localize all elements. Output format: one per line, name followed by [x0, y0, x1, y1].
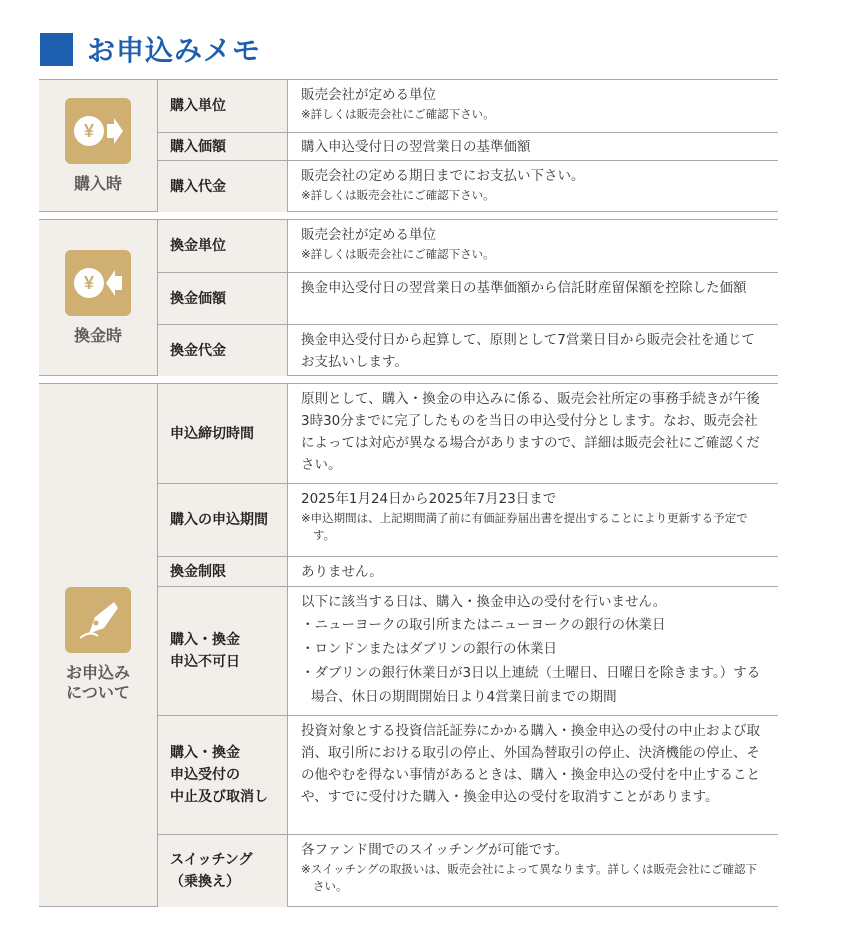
row-value: [289, 835, 778, 907]
value-text: 購入申込受付日の翌営業日の基準価額: [301, 138, 531, 155]
row-label: 換金代金: [158, 325, 288, 376]
value-text: 換金申込受付日から起算して、原則として7営業日目から販売会社を通じてお支払いします。: [301, 332, 755, 370]
table-row: [158, 324, 778, 376]
value-text: 販売会社が定める単位: [301, 87, 436, 103]
value-text: 各ファンド間でのスイッチングが可能です。: [301, 842, 569, 858]
table-row: [158, 220, 778, 272]
row-label: 購入代金: [158, 161, 288, 212]
table-row: [158, 132, 778, 160]
row-label: 購入・換金 申込受付の 中止及び取消し: [158, 716, 288, 834]
row-value: [289, 220, 778, 272]
value-note: ※スイッチングの取扱いは、販売会社によって異なります。詳しくは販売会社にご確認下さい。: [301, 862, 757, 893]
section-purchase: [39, 79, 778, 212]
yen-arrow-out-icon: [65, 250, 131, 316]
list-item: ・ニューヨークの取引所またはニューヨークの銀行の休業日: [301, 617, 666, 633]
value-note: ※詳しくは販売会社にご確認下さい。: [301, 107, 495, 121]
value-text: ありません。: [301, 563, 383, 580]
svg-text:¥: ¥: [83, 272, 95, 293]
table-row: [158, 160, 778, 212]
value-text: 販売会社が定める単位: [301, 227, 436, 243]
row-label: 換金価額: [158, 273, 288, 324]
value-note: ※詳しくは販売会社にご確認下さい。: [301, 188, 495, 202]
category-purchase: [39, 80, 158, 211]
value-text: 以下に該当する日は、購入・換金申込の受付を行いません。: [301, 594, 667, 610]
row-label: 換金単位: [158, 220, 288, 272]
table-row: [158, 715, 778, 834]
row-label: 申込締切時間: [158, 384, 288, 483]
row-label: 購入の申込期間: [158, 484, 288, 556]
category-redemption: [39, 220, 158, 375]
row-value: [289, 484, 778, 556]
row-label: 購入価額: [158, 133, 288, 160]
section-redemption: [39, 219, 778, 376]
row-value: [289, 133, 778, 160]
table-row: [158, 834, 778, 907]
category-label: お申込み について: [65, 663, 130, 702]
table-row: [158, 586, 778, 715]
category-label: 換金時: [73, 325, 122, 345]
table-row: [158, 483, 778, 556]
category-label: 購入時: [73, 173, 122, 193]
value-text: 2025年1月24日から2025年7月23日まで: [301, 491, 557, 507]
row-label: スイッチング （乗換え）: [158, 835, 288, 907]
value-text: 投資対象とする投資信託証券にかかる購入・換金申込の受付の中止および取消、取引所における取引の停止、外国為替取引の停止、決済機能の停止、その他やむを得ない事情があるときは、購入・換金申込の受付を中止することや、すでに受付けた購入・換金申込の受付を取消すことがあります。: [301, 723, 760, 805]
row-label: 購入・換金 申込不可日: [158, 587, 288, 715]
value-note: ※申込期間は、上記期間満了前に有価証券届出書を提出することにより更新する予定です。: [301, 511, 748, 542]
row-value: [289, 716, 778, 834]
table-row: [158, 556, 778, 586]
row-value: [289, 273, 778, 324]
row-value: [289, 325, 778, 376]
row-label: 換金制限: [158, 557, 288, 586]
category-application: [39, 384, 158, 906]
title-marker: [40, 33, 73, 66]
row-value: [289, 587, 778, 715]
row-value: [289, 80, 778, 132]
table-row: [158, 80, 778, 132]
fountain-pen-icon: [65, 587, 131, 653]
value-text: 換金申込受付日の翌営業日の基準価額から信託財産留保額を控除した価額: [301, 280, 747, 296]
value-text: 原則として、購入・換金の申込みに係る、販売会社所定の事務手続きが午後3時30分までに完了したものを当日の申込受付分とします。なお、販売会社によっては対応が異なる場合がありますので、詳細は販売会社にご確認ください。: [301, 391, 760, 473]
table-row: [158, 384, 778, 483]
table-row: [158, 272, 778, 324]
list-item: ・ロンドンまたはダブリンの銀行の休業日: [301, 641, 557, 657]
yen-arrow-in-icon: [65, 98, 131, 164]
section-application: [39, 383, 778, 907]
value-note: ※詳しくは販売会社にご確認下さい。: [301, 247, 495, 261]
value-text: 販売会社の定める期日までにお支払い下さい。: [301, 168, 585, 184]
row-value: [289, 161, 778, 212]
page-title: お申込みメモ: [87, 34, 262, 67]
svg-text:¥: ¥: [83, 120, 95, 141]
row-value: [289, 384, 778, 483]
page-header: [40, 32, 261, 66]
list-item: ・ダブリンの銀行休業日が3日以上連続（土曜日、日曜日を除きます。）する場合、休日の期間開始日より4営業日前までの期間: [301, 665, 761, 705]
row-value: [289, 557, 778, 586]
row-label: 購入単位: [158, 80, 288, 132]
